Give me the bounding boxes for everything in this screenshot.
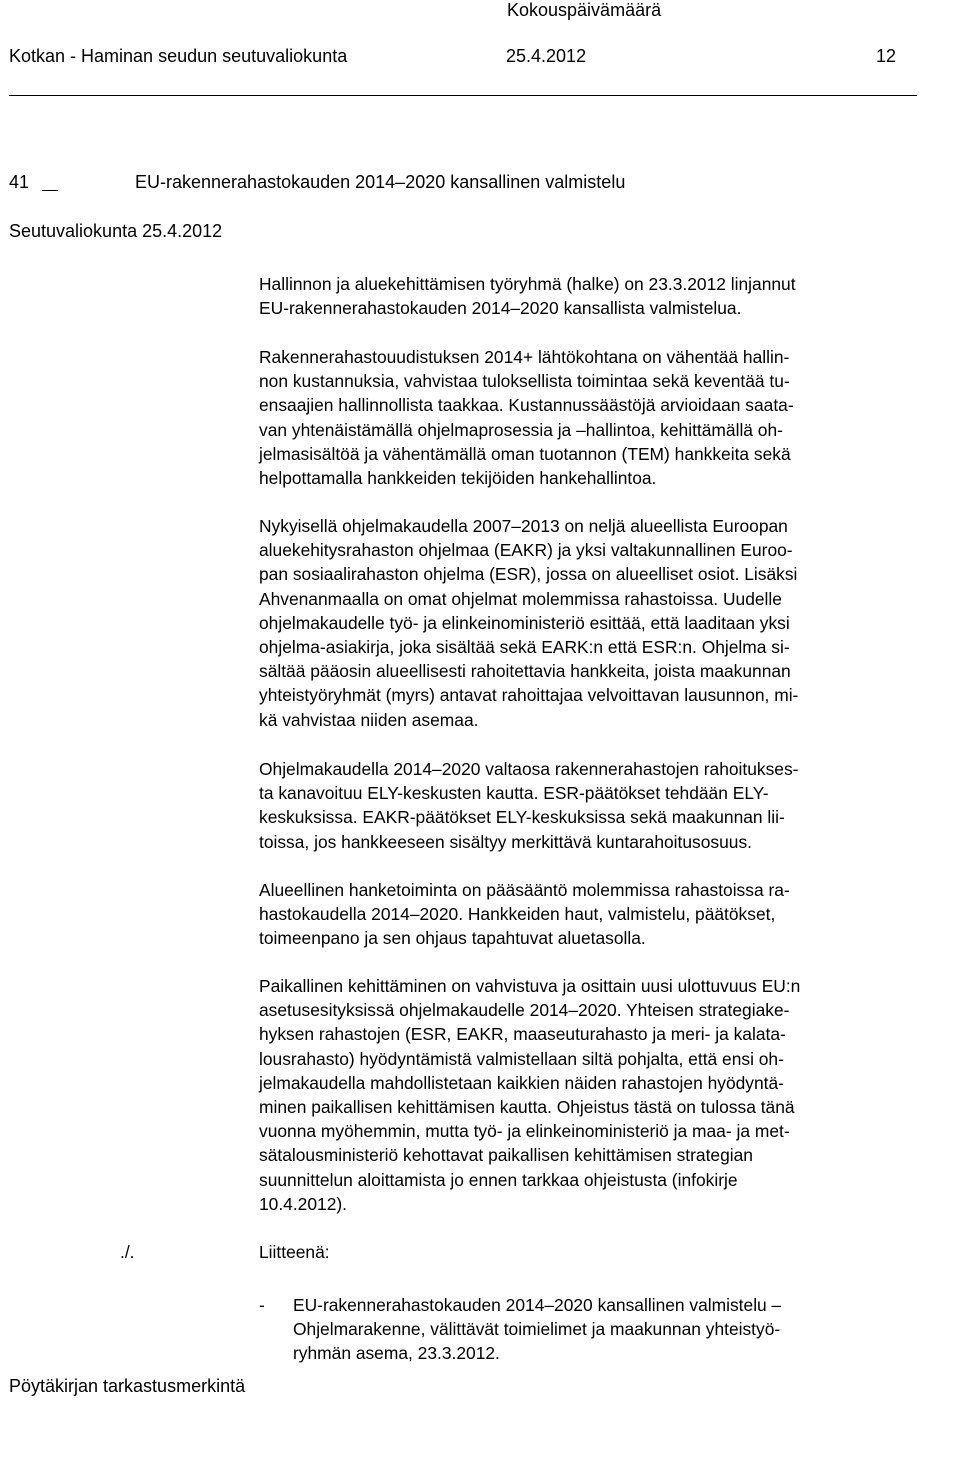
organization-name: Kotkan - Haminan seudun seutuvaliokunta — [9, 46, 348, 66]
paragraph-1: Hallinnon ja aluekehittämisen työryhmä (halke) on 23.3.2012 linjannut EU-rakennerahastokauden 2014–2020 kansallista valmistelua. — [259, 274, 796, 319]
header-divider — [9, 95, 917, 96]
section-underline — [42, 190, 58, 191]
list-bullet: - — [259, 1295, 265, 1315]
paragraph-6: Paikallinen kehittäminen on vahvistuva ja osittain uusi ulottuvuus EU:n asetusesityksissä ohjelmakaudelle 2014–2020. Yhteisen strategiake- hyksen rahastojen (ESR, EAKR, maaseuturahasto ja meri- ja kalata- lousrahasto) hyödyntämistä valmistellaan siltä pohjalta, että ensi oh- jelmakaudella mahdollistetaan kaikkien näiden rahastojen hyödyntä- minen paikallisen kehittämisen kautta. Ohjeistus tästä on tulossa tänä vuonna myöhemmin, mutta työ- ja elinkeinoministeriö ja maa- ja met- sätalousministeriö kehottavat paikallisen kehittämisen strategian suunnittelun aloittamista jo ennen tarkkaa ohjeistusta (infokirje 10.4.2012). — [259, 976, 801, 1214]
paragraph-4: Ohjelmakaudella 2014–2020 valtaosa rakennerahastojen rahoitukses- ta kanavoituu ELY-keskusten kautta. ESR-päätökset tehdään ELY- keskuksissa. EAKR-päätökset ELY-keskuksissa sekä maakunnan lii- toissa, jos hankkeeseen sisältyy merkittävä kuntarahoitusosuus. — [259, 759, 799, 852]
paragraph-5: Alueellinen hanketoiminta on pääsääntö molemmissa rahastoissa ra- hastokaudella 2014–2020. Hankkeiden haut, valmistelu, päätökset, toimeenpano ja sen ohjaus tapahtuvat aluetasolla. — [259, 880, 790, 949]
attachment-title: EU-rakennerahastokauden 2014–2020 kansallinen valmistelu – Ohjelmarakenne, välittävät toimielimet ja maakunnan yhteistyö- ryhmän asema, 23.3.2012. — [293, 1295, 782, 1364]
paragraph-2: Rakennerahastouudistuksen 2014+ lähtökohtana on vähentää hallin- non kustannuksia, vahvistaa tuloksellista toimintaa sekä keventää tu- ensaajien hallinnollista taakkaa. Kustannussäästöjä arvioidaan saata- van yhtenäistämällä ohjelmaprosessia ja –hallintoa, kehittämällä oh- jelmasisältöä ja vähentämällä oman tuotannon (TEM) hankkeita sekä helpottamalla hankkeiden tekijöiden hankehallintoa. — [259, 347, 794, 489]
meeting-date: 25.4.2012 — [506, 46, 587, 66]
doc-type-label: Kokouspäivämäärä — [507, 0, 662, 20]
attachment-marker: ./. — [120, 1242, 135, 1262]
signature-label: Pöytäkirjan tarkastusmerkintä — [9, 1376, 246, 1396]
section-title: EU-rakennerahastokauden 2014–2020 kansallinen valmistelu — [135, 172, 626, 192]
paragraph-3: Nykyisellä ohjelmakaudella 2007–2013 on neljä alueellista Euroopan aluekehitysrahaston ohjelmaa (EAKR) ja yksi valtakunnallinen Euroo- pan sosiaalirahaston ohjelma (ESR), jossa on alueelliset osiot. Lisäksi Ahvenanmaalla on omat ohjelmat molemmissa rahastoissa. Uudelle ohjelmakaudelle työ- ja elinkeinoministeriö esittää, että laaditaan yksi ohjelma-asiakirja, joka sisältää sekä EARK:n että ESR:n. Ohjelma si- sältää pääosin alueellisesti rahoitettavia hankkeita, joista maakunnan yhteistyöryhmät (myrs) antavat rahoittajaa velvoittavan lausunnon, mi- kä vahvistaa niiden asemaa. — [259, 516, 799, 730]
section-number: 41 — [9, 172, 30, 192]
page-number: 12 — [876, 46, 897, 66]
attachments-label: Liitteenä: — [259, 1242, 330, 1262]
meeting-reference: Seutuvaliokunta 25.4.2012 — [9, 221, 223, 241]
